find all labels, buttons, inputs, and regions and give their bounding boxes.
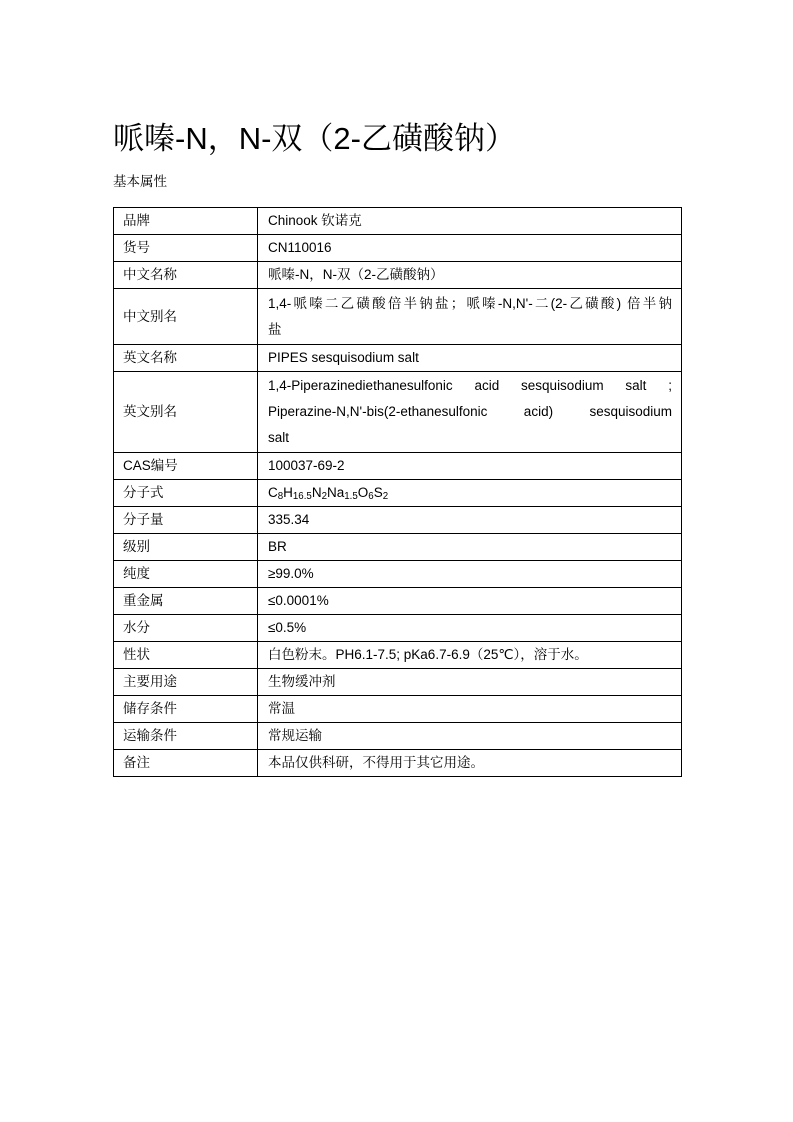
row-value-line: 1,4-哌嗪二乙磺酸倍半钠盐；哌嗪-N,N'-二(2-乙磺酸) 倍半钠 — [268, 295, 672, 311]
row-value: 哌嗪-N，N-双（2-乙磺酸钠） — [258, 262, 682, 289]
table-row — [114, 480, 682, 507]
formula-element: N — [311, 485, 322, 500]
row-value: 生物缓冲剂 — [258, 669, 682, 696]
section-heading-basic-properties: 基本属性 — [113, 174, 167, 189]
row-value-line: 盐 — [268, 321, 282, 337]
table-row — [114, 372, 682, 453]
row-label: 品牌 — [114, 208, 258, 235]
row-value-molecular-formula — [258, 480, 682, 507]
row-value: 100037-69-2 — [258, 453, 682, 480]
row-label: 备注 — [114, 750, 258, 777]
row-label: 纯度 — [114, 561, 258, 588]
row-label: 性状 — [114, 642, 258, 669]
formula-element: O — [357, 485, 369, 500]
row-value-line: 1,4-Piperazinediethanesulfonic acid sesquisodium salt ; — [268, 378, 672, 393]
table-row — [114, 453, 682, 480]
table-row — [114, 534, 682, 561]
row-value: CN110016 — [258, 235, 682, 262]
row-label: CAS编号 — [114, 453, 258, 480]
row-label: 中文名称 — [114, 262, 258, 289]
table-row — [114, 696, 682, 723]
table-row — [114, 750, 682, 777]
table-row — [114, 289, 682, 345]
formula-element: H — [283, 485, 293, 500]
formula-subscript: 16.5 — [292, 491, 312, 503]
row-label: 水分 — [114, 615, 258, 642]
row-value: BR — [258, 534, 682, 561]
formula-element: S — [373, 485, 383, 500]
row-value: 本品仅供科研，不得用于其它用途。 — [258, 750, 682, 777]
table-row — [114, 642, 682, 669]
table-row — [114, 588, 682, 615]
row-label: 英文名称 — [114, 345, 258, 372]
row-label: 级别 — [114, 534, 258, 561]
table-row — [114, 615, 682, 642]
row-label: 主要用途 — [114, 669, 258, 696]
row-value-lines — [268, 291, 672, 343]
row-value-lines — [268, 373, 672, 451]
table-row — [114, 669, 682, 696]
table-row — [114, 561, 682, 588]
row-value: ≤0.5% — [258, 615, 682, 642]
formula-subscript: 2 — [321, 491, 327, 503]
row-label: 分子式 — [114, 480, 258, 507]
row-value: ≥99.0% — [258, 561, 682, 588]
formula-element: Na — [326, 485, 345, 500]
table-row — [114, 262, 682, 289]
table-row — [114, 235, 682, 262]
formula-subscript: 6 — [368, 491, 374, 503]
row-label: 英文别名 — [114, 372, 258, 453]
row-value: ≤0.0001% — [258, 588, 682, 615]
table-row — [114, 208, 682, 235]
row-value: 常规运输 — [258, 723, 682, 750]
row-value — [258, 289, 682, 345]
row-value: Chinook 钦诺克 — [258, 208, 682, 235]
row-label: 重金属 — [114, 588, 258, 615]
row-value-line: salt — [268, 430, 290, 445]
table-row — [114, 345, 682, 372]
table-body — [114, 208, 682, 777]
row-label: 中文别名 — [114, 289, 258, 345]
row-value: 335.34 — [258, 507, 682, 534]
row-label: 货号 — [114, 235, 258, 262]
row-value: 白色粉末。PH6.1-7.5; pKa6.7-6.9（25℃），溶于水。 — [258, 642, 682, 669]
formula-subscript: 8 — [277, 491, 284, 503]
row-label: 分子量 — [114, 507, 258, 534]
row-label: 运输条件 — [114, 723, 258, 750]
table-row — [114, 507, 682, 534]
row-value: 常温 — [258, 696, 682, 723]
basic-properties-table — [113, 207, 682, 777]
row-value — [258, 372, 682, 453]
formula-element: C — [268, 485, 278, 500]
row-label: 储存条件 — [114, 696, 258, 723]
page-title: 哌嗪-N，N-双（2-乙磺酸钠） — [113, 120, 516, 156]
table-row — [114, 723, 682, 750]
row-value-line: Piperazine-N,N'-bis(2-ethanesulfonic acid) sesquisodium — [268, 404, 672, 419]
formula-subscript: 2 — [382, 491, 389, 503]
formula-subscript: 1.5 — [344, 491, 358, 503]
row-value: PIPES sesquisodium salt — [258, 345, 682, 372]
